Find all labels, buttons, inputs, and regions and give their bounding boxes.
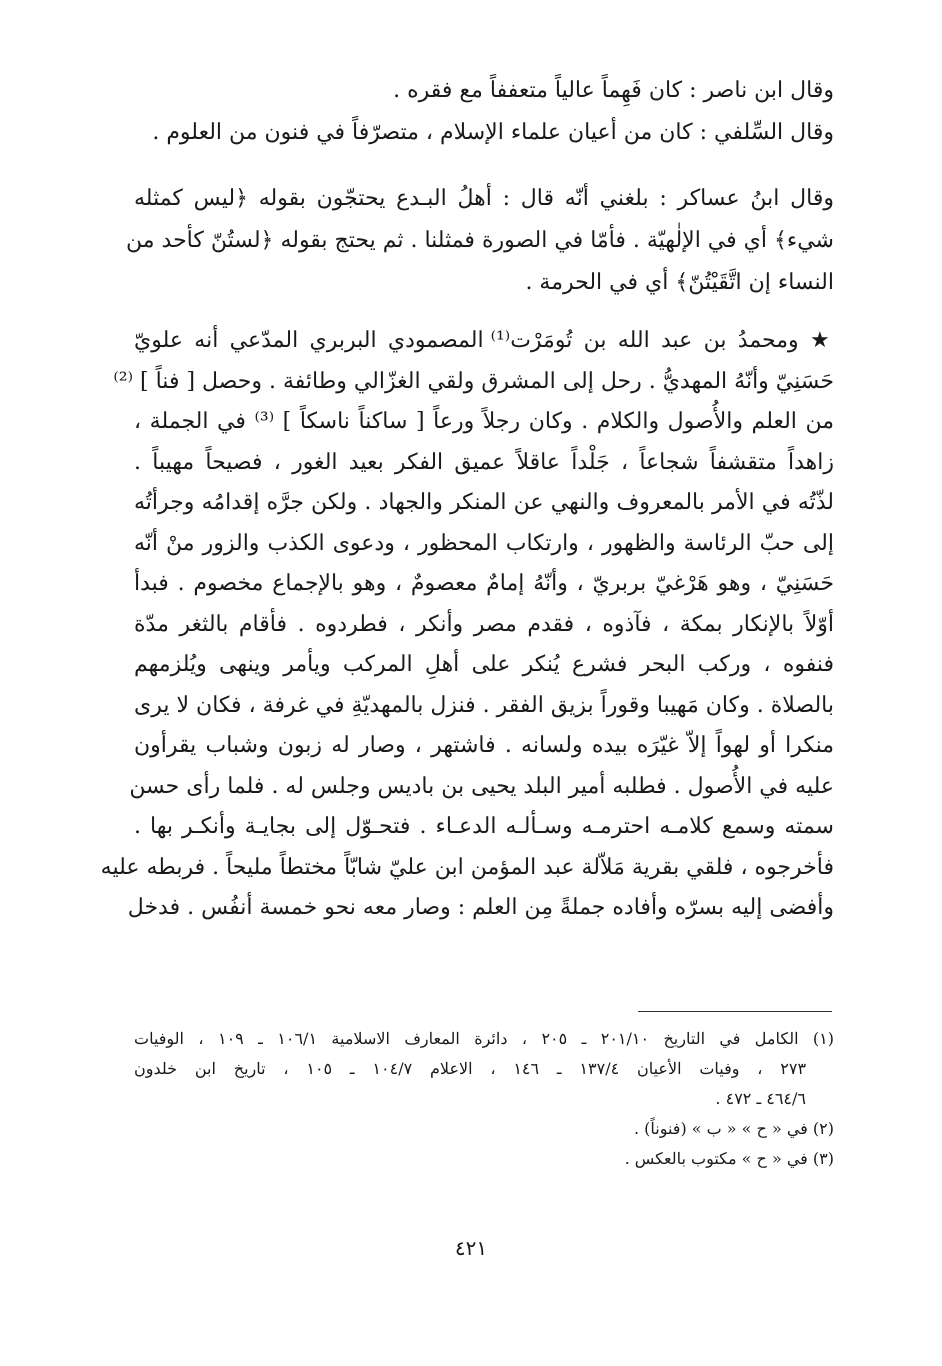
footnote-separator (638, 1011, 832, 1012)
asakir-line: النساء إن اتَّقَيْتُنّ﴾ أي في الحرمة . (525, 270, 834, 295)
biography-line: منكرا أو لهواً إلاّ غيّرَه بيده ولسانه . فاشتهر ، وصار له زبون وشباب يقرأون (134, 733, 834, 758)
biography-line: زاهداً متقشفاً شجاعاً ، جَلْداً عاقلاً عميق الفكر بعيد الغور ، فصيحاً مهيباً . (134, 449, 834, 475)
biography-line: إلى حبّ الرئاسة والظهور ، وارتكاب المحظور ، ودعوى الكذب والزور منْ أنّه (134, 530, 834, 556)
footnote-1-continued: ٢٧٣ ، وفيات الأعيان ١٣٧/٤ ـ ١٤٦ ، الاعلام ١٠٤/٧ ـ ١٠٥ ، تاريخ ابن خلدون (134, 1059, 807, 1078)
footnote-2: (٢) في « ح » « ب » (فنوناً) . (633, 1119, 834, 1138)
biography-line: لذّتُه في الأمر بالمعروف والنهي عن المنكر والجهاد . ولكن جرَّه إقدامُه وجرأتُه (134, 490, 834, 515)
intro-line: وقال ابن ناصر : كان فَهِماً عالياً متعففاً مع فقره . (393, 78, 834, 103)
asakir-line: وقال ابنُ عساكر : بلغني أنّه قال : أهلُ البـدع يحتجّون بقوله ﴿ليس كمثله (134, 186, 834, 211)
biography-line: سمته وسمع كلامـه احترمـه وسـألـه الدعـاء . فتحـوّل إلى بجايـة وأنكـر بها . (134, 814, 834, 839)
footnote-1-continued: ٤٦٤/٦ ـ ٤٧٢ . (715, 1089, 806, 1108)
biography-line: عليه في الأُصول . فطلبه أمير البلد يحيى بن باديس وجلس له . فلما رأى حسن (129, 773, 834, 799)
biography-line: وأفضى إليه بسرّه وأفاده جملةً مِن العلم : وصار معه نحو خمسة أنفُس . فدخل (127, 895, 834, 920)
biography-paragraph (100, 321, 835, 929)
footnotes (134, 1024, 834, 1174)
footnote-3: (٣) في « ح » مكتوب بالعكس . (624, 1149, 834, 1168)
page-number: ٤٢١ (454, 1236, 488, 1260)
biography-line: بالصلاة . وكان مَهيبا وقوراً بزيق الفقر . فنزل بالمهديّةِ في غرفة ، فكان لا يرى (134, 692, 834, 718)
biography-line: ★ ومحمدُ بن عبد الله بن تُومَرْت⁽¹⁾ المصمودي البربري المدّعي أنه علويّ (134, 328, 834, 353)
biography-line: حَسَنِيّ ، وهو هَرْغيّ بربريّ ، وأنّهُ إمامٌ معصومٌ ، وهو بالإجماع مخصوم . فبدأ (134, 571, 834, 596)
biography-line: حَسَنِيّ وأنّهُ المهديُّ . رحل إلى المشرق ولقي الغزّالي وطائفة . وحصل [ فناً ] ⁽²⁾ (113, 368, 834, 394)
biography-line: فنفوه ، وركب البحر فشرع يُنكر على أهلِ المركب ويأمر وينهى ويُلزمهم (134, 652, 834, 677)
biography-line: أوّلاً بالإنكار بمكة ، فآذوه ، فقدم مصر وأنكر ، فطردوه . فأقام بالثغر مدّة (134, 611, 835, 637)
asakir-paragraph (126, 178, 834, 304)
biography-line: من العلم والأُصول والكلام . وكان رجلاً ورعاً [ ساكناً ناسكاً ] ⁽³⁾ في الجملة ، (134, 409, 835, 434)
intro-paragraphs (134, 70, 834, 154)
asakir-line: شيء﴾ أي في الإلٰهيّة . فأمّا في الصورة فمثلنا . ثم يحتج بقوله ﴿لستُنّ كأحد من (126, 228, 834, 253)
intro-line: وقال السِّلفي : كان من أعيان علماء الإسلام ، متصرّفاً في فنون من العلوم . (152, 120, 834, 145)
biography-line: فأخرجوه ، فلقي بقرية مَلاّلة عبد المؤمن ابن عليّ شابّاً مختطاً مليحاً . فربطه عليه (100, 854, 834, 880)
footnote-1: (١) الكامل في التاريخ ٢٠١/١٠ ـ ٢٠٥ ، دائرة المعارف الاسلامية ١٠٦/١ ـ ١٠٩ ، الوفيات (134, 1029, 835, 1048)
